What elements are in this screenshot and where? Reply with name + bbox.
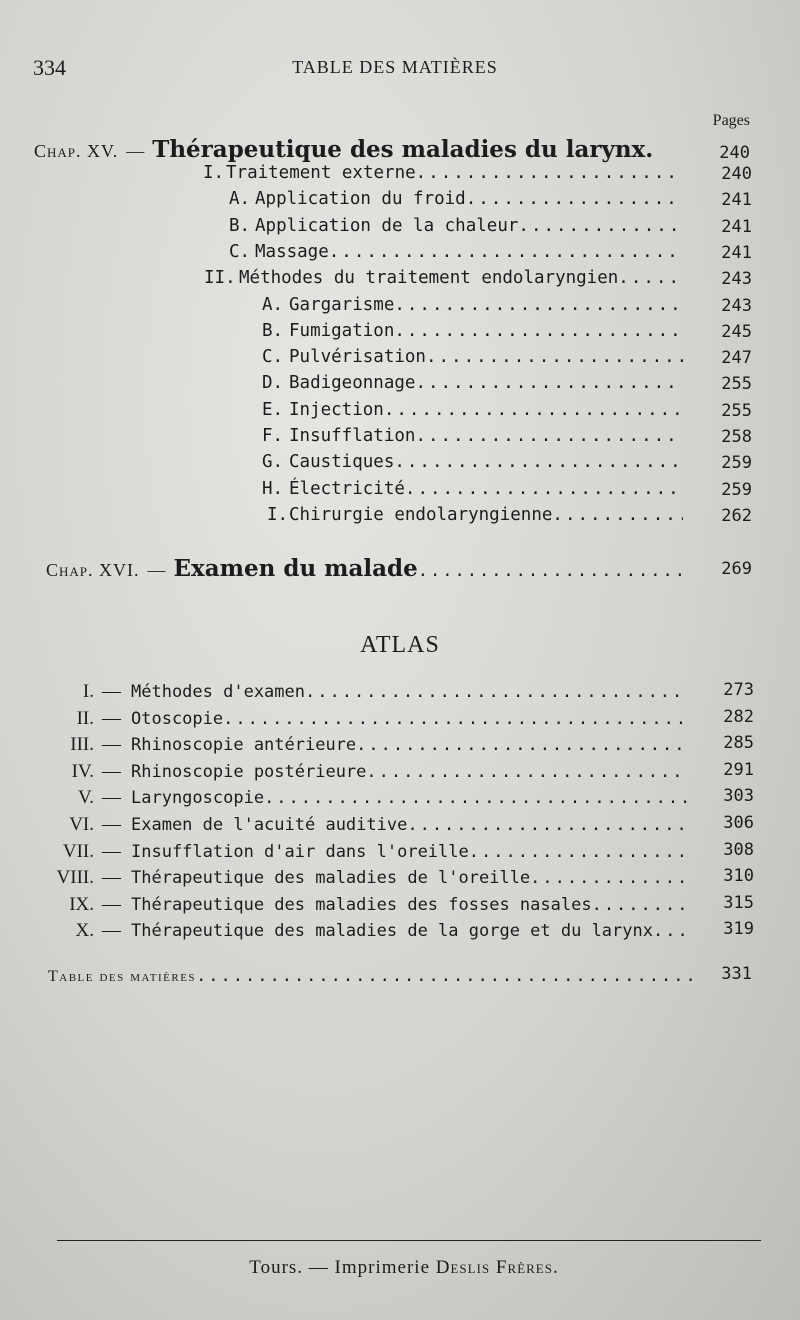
atlas-entry-dash: — — [102, 681, 121, 702]
toc-entry-number: B. — [229, 215, 251, 236]
toc-entry-label: Insufflation — [289, 426, 416, 446]
leader-dots — [416, 163, 683, 183]
atlas-entry-number: VIII. — [56, 867, 94, 889]
atlas-entry-dash: — — [102, 867, 121, 889]
toc-entry[interactable] — [262, 321, 683, 341]
toc-entry-page: 255 — [721, 374, 752, 395]
toc-entry-page: 243 — [721, 295, 752, 316]
footer-printer: Deslis Frères — [435, 1257, 553, 1278]
leader-dots — [405, 479, 683, 499]
chapter-16-page: 269 — [721, 559, 752, 579]
toc-entry-page: 241 — [721, 242, 752, 263]
toc-entry-page: 240 — [721, 164, 752, 184]
toc-entry-number: D. — [262, 373, 284, 394]
atlas-entry-label: Otoscopie — [131, 708, 224, 729]
atlas-entry-page: 273 — [723, 680, 754, 700]
atlas-entry-number: II. — [76, 707, 94, 729]
atlas-entry-page: 306 — [723, 813, 754, 833]
leader-dots — [329, 242, 683, 262]
toc-entry-page: 262 — [721, 505, 752, 526]
atlas-entry[interactable] — [24, 867, 688, 889]
toc-entry-label: Méthodes du traitement endolaryngien — [239, 268, 619, 289]
atlas-entry-dash: — — [102, 734, 121, 756]
running-title: TABLE DES MATIÈRES — [292, 57, 498, 77]
toc-entry-label: Application du froid — [255, 189, 466, 210]
toc-entry-number: B. — [262, 320, 284, 341]
toc-entry-number: G. — [262, 452, 284, 473]
toc-entry-label: Électricité — [289, 478, 405, 499]
atlas-entry-dash: — — [102, 893, 121, 915]
toc-entry-page: 255 — [721, 400, 752, 421]
atlas-entry[interactable] — [24, 814, 688, 836]
toc-entry-page: 259 — [721, 453, 752, 474]
leader-dots — [356, 735, 688, 755]
leader-dots — [394, 295, 683, 315]
atlas-entry[interactable] — [24, 708, 688, 730]
atlas-entry-label: Laryngoscopie — [131, 788, 265, 809]
atlas-entry[interactable] — [24, 920, 688, 942]
toc-entry-label: Caustiques — [289, 452, 395, 473]
toc-entry-number: E. — [262, 399, 284, 420]
leader-dots — [469, 842, 688, 862]
atlas-entry-page: 315 — [723, 892, 754, 913]
toc-entry-label: Traitement externe — [226, 163, 416, 183]
leader-dots — [518, 216, 683, 236]
chapter-15-separator: — — [126, 141, 145, 161]
toc-entry-number: A. — [262, 294, 284, 315]
toc-entry-page: 245 — [721, 321, 752, 342]
toc-entry-number: A. — [229, 189, 251, 210]
toc-entry-page: 243 — [721, 269, 752, 290]
atlas-entry-label: Thérapeutique des maladies des fosses nasales — [131, 894, 592, 915]
toc-entry[interactable] — [203, 163, 683, 183]
toc-entry-label: Fumigation — [289, 320, 395, 341]
table-des-matieres-entry[interactable] — [48, 966, 694, 986]
toc-entry-page: 241 — [721, 190, 752, 211]
printer-footer — [0, 1257, 800, 1279]
atlas-entry-page: 285 — [723, 733, 754, 754]
leader-dots — [653, 921, 688, 941]
atlas-entry-page: 319 — [723, 919, 754, 940]
toc-entry-label: Badigeonnage — [289, 373, 416, 394]
toc-entry-label: Pulvérisation — [289, 347, 426, 368]
atlas-heading: ATLAS — [360, 632, 440, 658]
atlas-entry-page: 282 — [723, 706, 754, 727]
chapter-15-heading[interactable] — [34, 136, 684, 163]
chapter-15-title: Thérapeutique des maladies du larynx. — [152, 136, 654, 163]
leader-dots — [394, 452, 683, 472]
atlas-entry-page: 291 — [723, 759, 754, 780]
toc-entry[interactable] — [262, 452, 683, 472]
toc-entry[interactable] — [262, 426, 683, 446]
toc-entry[interactable] — [229, 189, 683, 209]
atlas-entry-label: Thérapeutique des maladies de la gorge et du larynx — [131, 921, 653, 942]
toc-entry-number: H. — [262, 478, 284, 499]
leader-dots — [418, 561, 690, 581]
chapter-15-page: 240 — [719, 143, 750, 163]
atlas-entry[interactable] — [24, 734, 688, 756]
toc-entry-number: F. — [262, 426, 284, 446]
toc-entry-number: I. — [203, 163, 225, 183]
atlas-entry-dash: — — [102, 760, 121, 782]
leader-dots — [305, 682, 688, 702]
atlas-entry[interactable] — [24, 841, 688, 863]
leader-dots — [366, 762, 688, 782]
footer-text: Tours. — Imprimerie — [249, 1257, 436, 1278]
toc-entry-number: I. — [267, 504, 289, 525]
toc-entry[interactable] — [262, 347, 683, 367]
atlas-entry-page: 308 — [723, 839, 754, 860]
toc-entry-label: Injection — [289, 399, 384, 420]
toc-entry-page: 259 — [721, 479, 752, 500]
atlas-entry[interactable] — [24, 787, 688, 809]
toc-entry-number: II. — [204, 268, 236, 289]
toc-entry[interactable] — [262, 373, 683, 393]
leader-dots — [530, 868, 688, 888]
atlas-entry-number: IV. — [71, 760, 94, 782]
atlas-entry[interactable] — [24, 894, 688, 916]
leader-dots — [552, 505, 683, 525]
leader-dots — [466, 189, 683, 209]
toc-entry[interactable] — [262, 400, 683, 420]
atlas-entry-page: 303 — [723, 786, 754, 807]
atlas-entry-number: V. — [77, 787, 94, 809]
toc-entry-number: C. — [229, 241, 251, 262]
toc-entry[interactable] — [229, 216, 683, 236]
leader-dots — [618, 268, 683, 288]
chapter-15-prefix: Chap. XV. — [34, 141, 119, 161]
footer-period: . — [552, 1257, 559, 1278]
toc-entry[interactable] — [229, 242, 683, 262]
toc-entry-page: 241 — [721, 216, 752, 237]
leader-dots — [592, 895, 688, 915]
toc-entry-number: C. — [262, 347, 284, 368]
atlas-entry-number: X. — [75, 920, 94, 942]
atlas-entry-number: I. — [82, 681, 94, 702]
atlas-entry[interactable] — [24, 761, 688, 783]
atlas-entry[interactable] — [24, 681, 688, 703]
atlas-entry-number: IX. — [69, 893, 94, 915]
page-number: 334 — [33, 55, 66, 80]
atlas-entry-label: Méthodes d'examen — [131, 682, 305, 702]
atlas-entry-page: 310 — [723, 866, 754, 887]
atlas-entry-dash: — — [102, 840, 121, 862]
chapter-16-heading[interactable] — [46, 555, 690, 582]
chapter-16-separator: — — [147, 560, 166, 580]
leader-dots — [394, 321, 683, 341]
table-des-matieres-label: Table des matières — [48, 968, 197, 985]
toc-entry-page: 258 — [721, 427, 752, 447]
leader-dots — [426, 347, 683, 367]
toc-entry-label: Chirurgie endolaryngienne — [289, 504, 553, 525]
toc-entry-label: Massage — [255, 241, 329, 262]
toc-entry[interactable] — [262, 479, 683, 499]
atlas-entry-label: Examen de l'acuité auditive — [131, 815, 408, 835]
table-des-matieres-page: 331 — [721, 964, 752, 984]
atlas-entry-label: Thérapeutique des maladies de l'oreille — [131, 868, 531, 889]
atlas-entry-dash: — — [102, 920, 121, 942]
chapter-16-prefix: Chap. XVI. — [46, 560, 140, 580]
leader-dots — [223, 709, 688, 729]
pages-column-label: Pages — [712, 112, 750, 129]
leader-dots — [407, 815, 688, 835]
leader-dots — [415, 426, 683, 446]
atlas-entry-dash: — — [102, 814, 121, 835]
toc-entry[interactable] — [262, 295, 683, 315]
atlas-entry-number: III. — [70, 734, 94, 756]
toc-entry[interactable] — [204, 268, 683, 288]
atlas-entry-dash: — — [102, 707, 121, 729]
toc-entry-label: Gargarisme — [289, 294, 395, 315]
atlas-entry-label: Insufflation d'air dans l'oreille — [131, 841, 469, 862]
toc-entry[interactable] — [267, 505, 683, 525]
footer-rule — [57, 1240, 761, 1241]
atlas-entry-label: Rhinoscopie antérieure — [131, 735, 357, 756]
toc-entry-label: Application de la chaleur — [255, 215, 519, 236]
chapter-16-title: Examen du malade — [173, 555, 418, 582]
atlas-entry-number: VI. — [69, 814, 94, 835]
atlas-entry-dash: — — [102, 787, 121, 809]
toc-entry-page: 247 — [721, 348, 752, 369]
atlas-entry-label: Rhinoscopie postérieure — [131, 761, 367, 782]
leader-dots — [415, 373, 683, 393]
leader-dots — [384, 400, 683, 420]
atlas-entry-number: VII. — [62, 840, 94, 862]
leader-dots — [264, 788, 688, 808]
leader-dots — [196, 966, 694, 986]
